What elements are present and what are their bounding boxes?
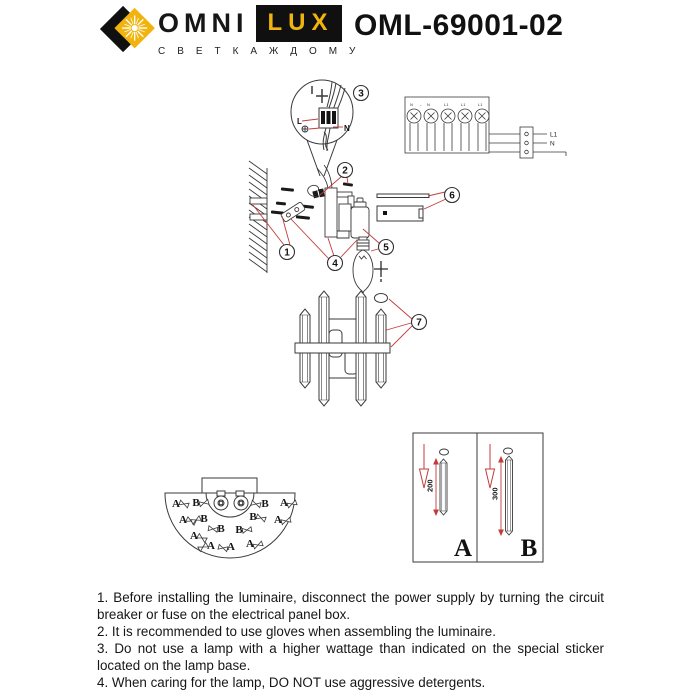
ring-icon [440,449,449,455]
svg-text:A: A [280,497,288,509]
callout-7 [412,315,427,330]
svg-text:3: 3 [358,88,364,100]
callout-6 [445,188,460,203]
svg-text:2: 2 [342,165,348,177]
dimension-value: 300 [490,487,500,500]
svg-text:B: B [261,498,269,510]
svg-text:A: A [207,540,215,552]
svg-text:A: A [179,514,187,526]
decor-bar-and-panel [377,194,429,221]
callout-3 [354,86,369,101]
svg-text:L1: L1 [461,102,466,107]
base-step [337,231,349,238]
dimension-value: 200 [425,479,435,492]
svg-text:7: 7 [416,317,422,329]
callout-5 [379,240,394,255]
svg-text:B: B [235,524,243,536]
svg-text:4: 4 [332,258,338,270]
svg-text:L1: L1 [478,102,483,107]
crystal-rod [506,456,513,535]
candle-bulb-icon [353,237,373,293]
lamp-socket-icon [234,496,248,510]
svg-text:B: B [249,511,257,523]
long-bar [377,194,429,198]
panel-stud [383,211,387,215]
wall-plug-icon [250,198,267,204]
ground-symbol-icon [302,126,308,132]
label-line: L [297,117,302,126]
panel-label: B [520,535,538,562]
arm-plate [339,204,351,231]
svg-text:A: A [172,498,180,510]
model-number: OML-69001-02 [354,9,564,42]
lamp-socket-icon [214,496,228,510]
svg-text:B: B [217,523,225,535]
svg-text:←: ← [419,102,423,107]
svg-text:B: B [200,513,208,525]
wire-label-n: N [550,140,555,148]
wall-section [249,161,267,273]
callout-4 [328,256,343,271]
svg-text:A: A [274,514,282,526]
phillips-screw-icon [374,261,388,282]
panel-clip [419,209,423,218]
svg-text:5: 5 [383,242,389,254]
lamp-base-assembly [308,165,369,238]
brand-name-lux: LUX [256,5,342,42]
instruction-line: 2. It is recommended to use gloves when assembling the luminaire. [97,624,496,639]
shade-mount-plate [202,478,257,493]
svg-text:N: N [427,102,430,107]
svg-text:A: A [190,530,198,542]
wire-label-l1: L1 [550,131,558,139]
svg-text:1: 1 [284,247,290,259]
svg-text:6: 6 [449,190,455,202]
svg-text:A: A [227,541,235,553]
ring-icon [504,448,513,454]
svg-text:L1: L1 [444,102,449,107]
callout-2 [338,163,353,178]
brand-name-omni: OMNI [158,8,249,38]
base-plate [325,188,337,237]
fixture-front-view [295,291,390,406]
supply-wires [317,165,332,188]
instruction-line: 4. When caring for the lamp, DO NOT use aggressive detergents. [97,675,486,690]
label-neutral: N [344,124,350,133]
wire-connector [520,127,533,158]
panel-label: A [453,535,473,562]
crystal-rod [440,459,447,515]
svg-text:A: A [246,538,254,550]
safety-instructions [97,589,604,691]
svg-text:N: N [410,102,413,107]
lamp-holder-cylinder [351,207,369,238]
callout-1 [280,245,295,260]
brand-tagline: С В Е Т К А Ж Д О М У [158,46,361,57]
instruction-line: 3. Do not use a lamp with a higher wattage than indicated on the special sticker located on the lamp base. [97,641,604,673]
fixing-ring [375,294,388,303]
svg-text:B: B [192,497,200,509]
instruction-line: 1. Before installing the luminaire, disconnect the power supply by turning the circuit breaker or fuse on the electrical panel box. [97,590,604,622]
fixture-crossbar [295,343,390,353]
